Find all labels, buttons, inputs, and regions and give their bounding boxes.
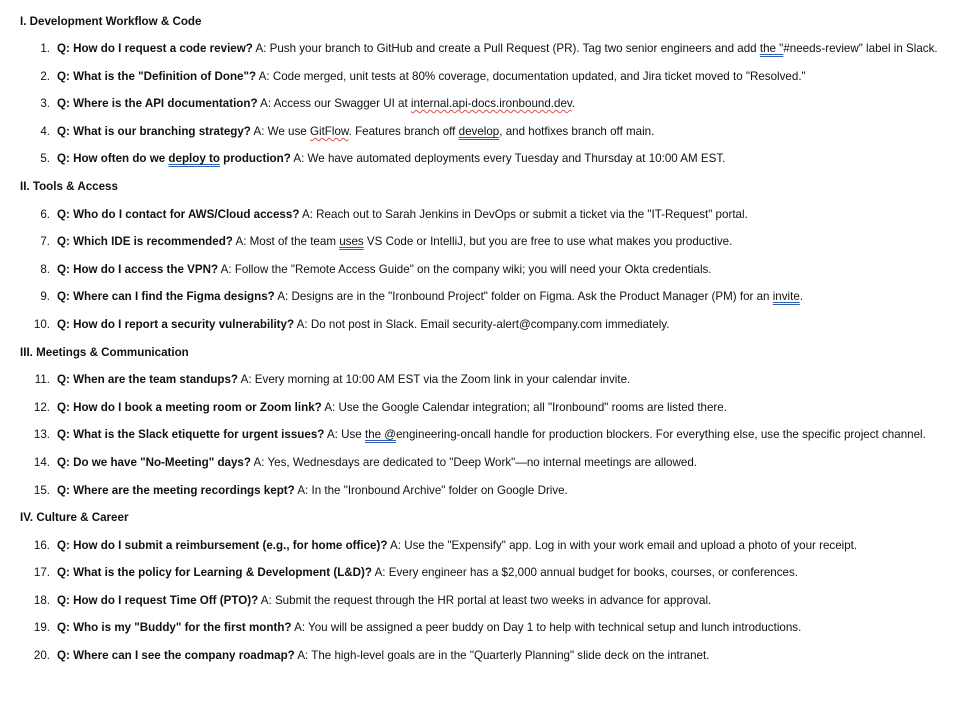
- answer-text: A: Use the "Expensify" app. Log in with your work email and upload a photo of your receipt.: [387, 539, 858, 552]
- item-number: 20.: [33, 649, 50, 662]
- answer-text: A: Push your branch to GitHub and create a Pull Request (PR). Tag two senior engineers and add: [252, 42, 760, 55]
- answer-text: A: Access our Swagger UI at: [257, 97, 411, 110]
- item-number: 5.: [40, 152, 50, 165]
- answer-text-cont: #needs-review" label in Slack.: [783, 42, 938, 55]
- item-number: 4.: [40, 125, 50, 138]
- question-text: Q: What is the Slack etiquette for urgent issues?: [57, 428, 325, 441]
- item-number: 7.: [40, 235, 50, 248]
- answer-text-cont: . Features branch off: [348, 125, 459, 138]
- item-number: 1.: [40, 42, 50, 55]
- grammar-flag[interactable]: the @: [364, 428, 397, 441]
- answer-text: A: We have automated deployments every Tuesday and Thursday at 10:00 AM EST.: [290, 152, 726, 165]
- section-heading-tools: II. Tools & Access: [20, 180, 118, 193]
- question-text: Q: How do I request Time Off (PTO)?: [57, 594, 259, 607]
- answer-text: A: In the "Ironbound Archive" folder on Google Drive.: [294, 484, 568, 497]
- item-number: 6.: [40, 208, 50, 221]
- item-number: 18.: [33, 594, 50, 607]
- answer-text: A: The high-level goals are in the "Quarterly Planning" slide deck on the intranet.: [294, 649, 710, 662]
- answer-text-cont: engineering-oncall handle for production blockers. For everything else, use the specific project channel.: [396, 428, 926, 441]
- item-number: 15.: [33, 484, 50, 497]
- item-number: 8.: [40, 263, 50, 276]
- item-number: 11.: [34, 373, 50, 386]
- answer-text: A: You will be assigned a peer buddy on Day 1 to help with technical setup and lunch introductions.: [291, 621, 802, 634]
- item-number: 16.: [33, 539, 50, 552]
- question-text: Q: How do I report a security vulnerability?: [57, 318, 295, 331]
- answer-text-cont: VS Code or IntelliJ, but you are free to use what makes you productive.: [363, 235, 733, 248]
- answer-text: A: Most of the team: [232, 235, 340, 248]
- question-text: Q: How do I access the VPN?: [57, 263, 219, 276]
- question-text: Q: Where can I find the Figma designs?: [57, 290, 275, 303]
- item-number: 14.: [33, 456, 50, 469]
- question-text: Q: How do I submit a reimbursement (e.g., for home office)?: [57, 539, 388, 552]
- question-text: Q: Where are the meeting recordings kept?: [57, 484, 295, 497]
- item-number: 12.: [33, 401, 50, 414]
- item-number: 10.: [33, 318, 50, 331]
- question-text: Q: Who is my "Buddy" for the first month?: [57, 621, 292, 634]
- answer-text-cont: .: [799, 290, 804, 303]
- section-heading-development: I. Development Workflow & Code: [20, 15, 202, 28]
- item-number: 2.: [40, 70, 50, 83]
- spelling-flag[interactable]: internal.api-docs.ironbound.dev: [410, 97, 572, 110]
- item-number: 19.: [33, 621, 50, 634]
- answer-text: A: Use the Google Calendar integration; all "Ironbound" rooms are listed there.: [321, 401, 727, 414]
- answer-text: A: Use: [324, 428, 365, 441]
- section-heading-meetings: III. Meetings & Communication: [20, 346, 189, 359]
- question-text-cont: production?: [219, 152, 291, 165]
- answer-text: A: Yes, Wednesdays are dedicated to "Deep Work"—no internal meetings are allowed.: [250, 456, 697, 469]
- answer-text: A: Designs are in the "Ironbound Project" folder on Figma. Ask the Product Manager (PM) for an: [274, 290, 773, 303]
- answer-text: A: Code merged, unit tests at 80% coverage, documentation updated, and Jira ticket moved to "Resolved.": [256, 70, 806, 83]
- answer-text: A: Every engineer has a $2,000 annual budget for books, courses, or conferences.: [371, 566, 799, 579]
- answer-text: A: Reach out to Sarah Jenkins in DevOps or submit a ticket via the "IT-Request" portal.: [299, 208, 748, 221]
- question-text: Q: How often do we: [57, 152, 169, 165]
- answer-text-end: , and hotfixes branch off main.: [499, 125, 655, 138]
- spelling-flag[interactable]: GitFlow: [309, 125, 349, 138]
- question-text: Q: How do I request a code review?: [57, 42, 253, 55]
- answer-text: A: Do not post in Slack. Email security-alert@company.com immediately.: [294, 318, 670, 331]
- section-heading-culture: IV. Culture & Career: [20, 511, 129, 524]
- question-text: Q: When are the team standups?: [57, 373, 239, 386]
- grammar-flag[interactable]: invite: [772, 290, 800, 303]
- answer-text-cont: .: [571, 97, 576, 110]
- question-text: Q: What is the "Definition of Done"?: [57, 70, 257, 83]
- question-text: Q: How do I book a meeting room or Zoom link?: [57, 401, 322, 414]
- grammar-flag[interactable]: develop: [458, 125, 500, 138]
- grammar-flag[interactable]: deploy to: [168, 152, 220, 165]
- answer-text: A: Submit the request through the HR portal at least two weeks in advance for approval.: [258, 594, 712, 607]
- answer-text: A: Follow the "Remote Access Guide" on the company wiki; you will need your Okta credentials.: [218, 263, 712, 276]
- item-number: 3.: [40, 97, 50, 110]
- question-text: Q: Where is the API documentation?: [57, 97, 258, 110]
- question-text: Q: Do we have "No-Meeting" days?: [57, 456, 251, 469]
- answer-text: A: We use: [250, 125, 310, 138]
- question-text: Q: What is the policy for Learning & Development (L&D)?: [57, 566, 372, 579]
- grammar-flag[interactable]: the ": [759, 42, 784, 55]
- item-number: 13.: [33, 428, 50, 441]
- question-text: Q: What is our branching strategy?: [57, 125, 251, 138]
- question-text: Q: Where can I see the company roadmap?: [57, 649, 295, 662]
- answer-text: A: Every morning at 10:00 AM EST via the Zoom link in your calendar invite.: [238, 373, 631, 386]
- grammar-flag[interactable]: uses: [339, 235, 364, 248]
- item-number: 9.: [40, 290, 50, 303]
- item-number: 17.: [33, 566, 50, 579]
- question-text: Q: Which IDE is recommended?: [57, 235, 233, 248]
- question-text: Q: Who do I contact for AWS/Cloud access?: [57, 208, 300, 221]
